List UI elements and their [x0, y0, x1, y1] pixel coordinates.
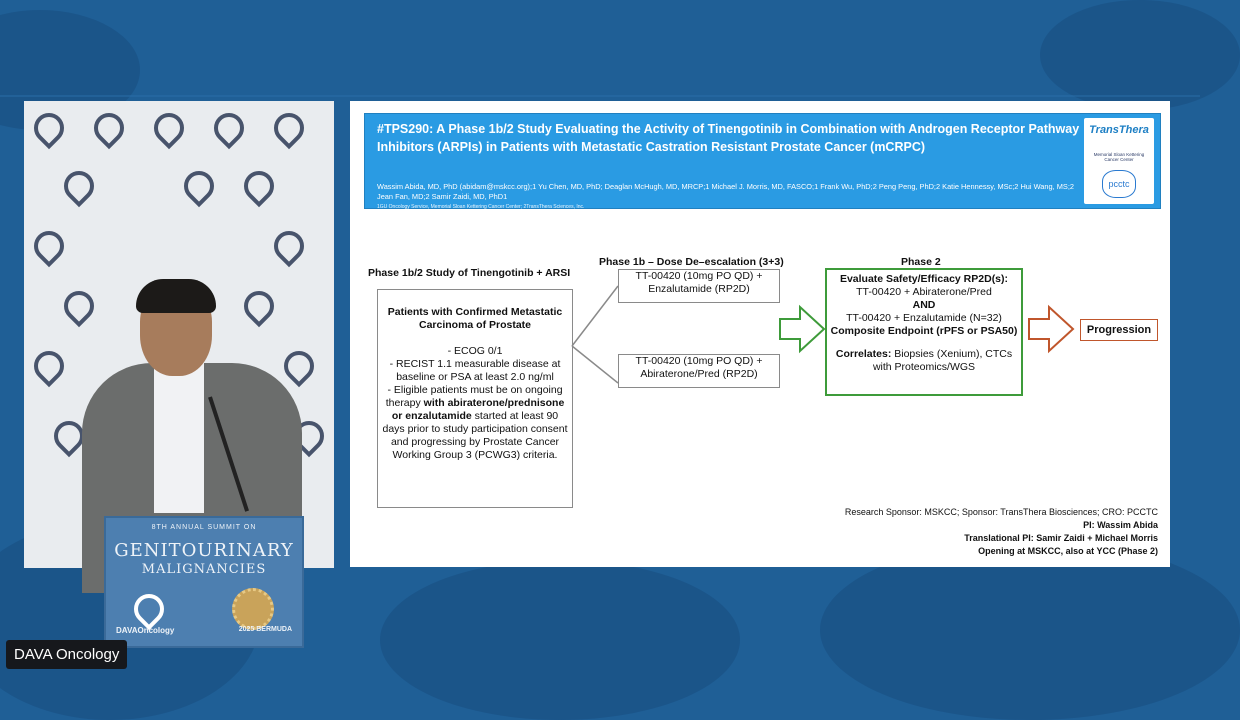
speaker-video — [24, 101, 334, 635]
criterion-eligibility: - Eligible patients must be on ongoing therapy with abiraterone/prednisone or enzalutamide started at least 90 days prior to study participation consent and progressing by Prostate Cancer Working Group 3 (PCWG3) criteria. — [382, 384, 568, 461]
slide-title: #TPS290: A Phase 1b/2 Study Evaluating the Activity of Tinengotinib in Combination with Androgen Receptor Pathway Inhibitors (ARPIs) in Patients with Metastatic Castration Resistant Prostate Cancer (mCRPC) — [377, 122, 1080, 154]
podium-brand: DAVAOncology — [116, 626, 175, 635]
dava-logo-icon — [128, 588, 170, 630]
slide-affiliations: 1GU Oncology Service, Memorial Sloan Kettering Cancer Center; 2TransThera Sciences, Inc. — [377, 204, 585, 210]
phase2-endpoint: Composite Endpoint (rPFS or PSA50) — [830, 325, 1018, 337]
phase1b-abiraterone-arm: TT-00420 (10mg PO QD) + Abiraterone/Pred (RP2D) — [618, 354, 780, 388]
phase2-and: AND — [912, 299, 936, 311]
footer-pi: PI: Wassim Abida — [1083, 520, 1158, 530]
phase2-line1: TT-00420 + Abiraterone/Pred — [856, 286, 992, 298]
speaker-hair — [136, 279, 216, 313]
brand-tag: DAVA Oncology — [6, 640, 127, 669]
criterion-recist: - RECIST 1.1 measurable disease at baseline or PSA at least 2.0 ng/ml — [389, 358, 561, 383]
footer-opening: Opening at MSKCC, also at YCC (Phase 2) — [978, 546, 1158, 556]
transthera-logo: TransThera — [1089, 124, 1149, 136]
arrow-to-phase2-icon — [780, 307, 824, 351]
podium — [104, 516, 304, 648]
speaker-shirt — [154, 363, 204, 513]
phase1b-enzalutamide-arm: TT-00420 (10mg PO QD) + Enzalutamide (RP2D) — [618, 269, 780, 303]
podium-subtitle: MALIGNANCIES — [141, 562, 267, 577]
branch-line-b — [572, 346, 618, 383]
podium-title: GENITOURINARY — [114, 540, 294, 561]
criterion-ecog: - ECOG 0/1 — [447, 345, 503, 357]
study-label: Phase 1b/2 Study of Tinengotinib + ARSI — [368, 267, 571, 279]
phase2-correlates: Correlates: Biopsies (Xenium), CTCs with Proteomics/WGS — [835, 348, 1013, 373]
bermuda-seal-icon — [232, 588, 274, 630]
footer-translational-pi: Translational PI: Samir Zaidi + Michael Morris — [964, 533, 1158, 543]
phase2-box — [825, 268, 1023, 396]
phase2-line2: TT-00420 + Enzalutamide (N=32) — [846, 312, 1002, 324]
phase2-heading: Evaluate Safety/Efficacy RP2D(s): — [839, 273, 1009, 285]
arrow-to-progression-icon — [1029, 307, 1073, 351]
mskcc-logo: Memorial Sloan Kettering Cancer Center — [1093, 152, 1145, 162]
slide-authors: Wassim Abida, MD, PhD (abidam@mskcc.org);1 Yu Chen, MD, PhD; Deaglan McHugh, MD, MRCP;1 Michael J. Morris, MD, FASCO;1 Frank Wu, PhD;2 Peng Peng, PhD;2 Katie Hennessy, MSc;2 Hui Wang, MS;2 Jean Fan, MD;2 Samir Zaidi, MD, PhD1 — [377, 182, 1074, 201]
podium-location: 2025 BERMUDA — [238, 626, 292, 633]
flow-connectors — [350, 101, 1170, 567]
progression-box: Progression — [1080, 319, 1158, 341]
phase2-label: Phase 2 — [901, 256, 941, 268]
pcctc-logo: pcctc — [1102, 170, 1136, 198]
phase1b-label: Phase 1b – Dose De–escalation (3+3) — [599, 256, 784, 268]
podium-summit-label: 8TH ANNUAL SUMMIT ON — [151, 524, 257, 531]
footer-sponsor: Research Sponsor: MSKCC; Sponsor: TransThera Biosciences; CRO: PCCTC — [844, 507, 1158, 517]
branch-line-a — [572, 286, 618, 346]
presentation-slide — [350, 101, 1170, 567]
patient-heading: Patients with Confirmed Metastatic Carcinoma of Prostate — [387, 306, 563, 331]
